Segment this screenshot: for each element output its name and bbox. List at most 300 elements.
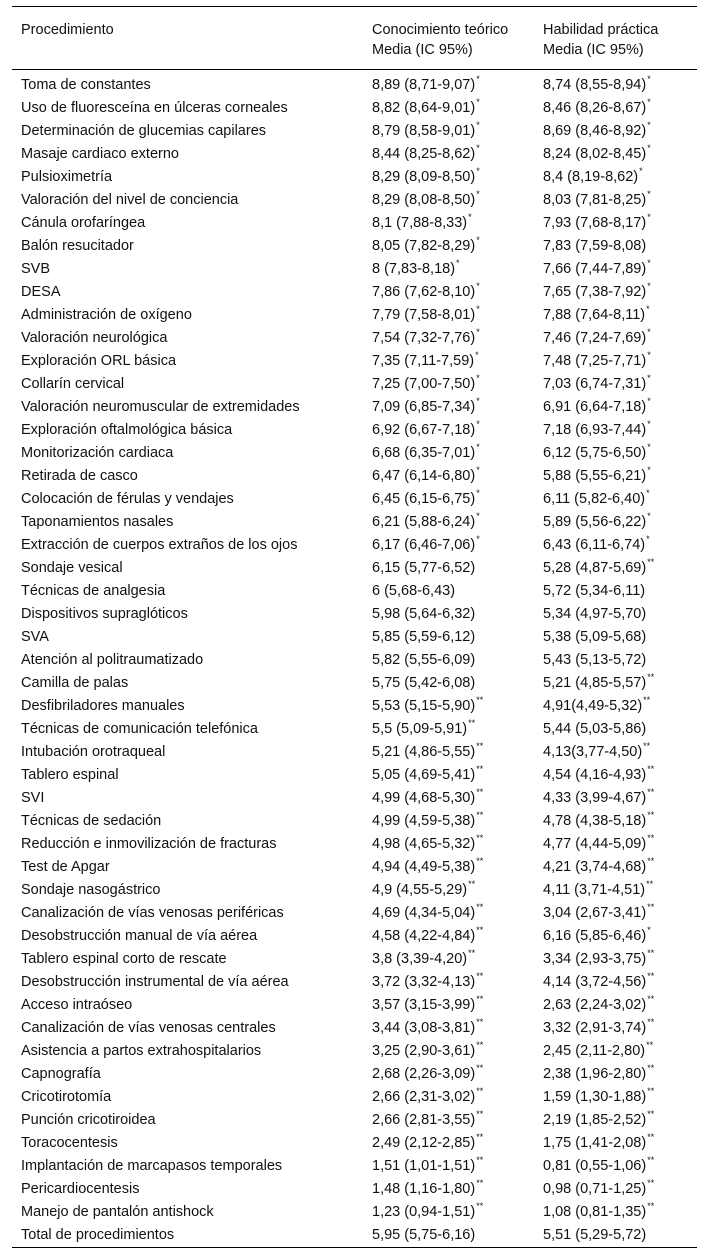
skill-significance-mark: ** — [643, 695, 651, 705]
table-row — [12, 511, 697, 534]
knowledge-cell — [372, 718, 543, 741]
table-row — [12, 1040, 697, 1063]
skill-value: 5,43 (5,13-5,72) — [543, 652, 647, 668]
knowledge-value: 4,98 (4,65-5,32) — [372, 836, 476, 852]
skill-significance-mark: ** — [646, 1040, 654, 1050]
knowledge-cell — [372, 1155, 543, 1178]
table-row — [12, 810, 697, 833]
knowledge-value: 8,29 (8,08-8,50) — [372, 192, 476, 208]
knowledge-significance-mark: ** — [476, 1155, 484, 1165]
knowledge-cell — [372, 1063, 543, 1086]
skill-significance-mark: * — [647, 925, 651, 935]
table-row — [12, 1178, 697, 1201]
knowledge-cell — [372, 143, 543, 166]
table-row — [12, 787, 697, 810]
table-row — [12, 1017, 697, 1040]
skill-value: 5,34 (4,97-5,70) — [543, 606, 647, 622]
skill-cell — [543, 70, 697, 98]
procedure-cell: Cricotirotomía — [21, 1089, 112, 1105]
table-row — [12, 143, 697, 166]
skill-value: 8,03 (7,81-8,25) — [543, 192, 647, 208]
skill-value: 6,12 (5,75-6,50) — [543, 445, 647, 461]
knowledge-cell — [372, 235, 543, 258]
skill-cell — [543, 1017, 697, 1040]
knowledge-cell — [372, 971, 543, 994]
knowledge-significance-mark: ** — [476, 1040, 484, 1050]
procedure-cell: Valoración del nivel de conciencia — [21, 192, 239, 208]
procedure-cell: Determinación de glucemias capilares — [21, 123, 267, 139]
skill-significance-mark: ** — [643, 741, 651, 751]
procedure-cell: Tablero espinal — [21, 767, 119, 783]
skill-significance-mark: ** — [647, 1017, 655, 1027]
knowledge-cell — [372, 603, 543, 626]
knowledge-cell — [372, 741, 543, 764]
skill-value: 1,59 (1,30-1,88) — [543, 1089, 647, 1105]
skill-cell — [543, 580, 697, 603]
skill-significance-mark: * — [647, 143, 651, 153]
header-skill-subtitle: Media (IC 95%) — [543, 42, 644, 58]
table-row — [12, 741, 697, 764]
header-knowledge-title: Conocimiento teórico — [372, 22, 509, 38]
skill-significance-mark: * — [647, 373, 651, 383]
skill-significance-mark: ** — [647, 672, 655, 682]
knowledge-significance-mark: * — [476, 143, 480, 153]
knowledge-cell — [372, 419, 543, 442]
knowledge-cell — [372, 396, 543, 419]
knowledge-significance-mark: * — [476, 488, 480, 498]
procedure-cell: Extracción de cuerpos extraños de los ojos — [21, 537, 298, 553]
skill-significance-mark: * — [647, 97, 651, 107]
skill-value: 5,44 (5,03-5,86) — [543, 721, 647, 737]
skill-cell — [543, 925, 697, 948]
skill-cell — [543, 787, 697, 810]
skill-value: 8,4 (8,19-8,62) — [543, 169, 639, 185]
table-row — [12, 580, 697, 603]
skill-significance-mark: * — [647, 74, 651, 84]
knowledge-significance-mark: * — [476, 327, 480, 337]
knowledge-cell — [372, 695, 543, 718]
knowledge-significance-mark: ** — [476, 994, 484, 1004]
skill-cell — [543, 718, 697, 741]
table-row — [12, 189, 697, 212]
procedure-cell: Sondaje nasogástrico — [21, 882, 161, 898]
skill-significance-mark: ** — [647, 994, 655, 1004]
skill-cell — [543, 902, 697, 925]
procedure-cell: Manejo de pantalón antishock — [21, 1204, 214, 1220]
knowledge-value: 5,75 (5,42-6,08) — [372, 675, 476, 691]
knowledge-value: 8,44 (8,25-8,62) — [372, 146, 476, 162]
procedure-cell: Exploración oftalmológica básica — [21, 422, 233, 438]
skill-value: 5,21 (4,85-5,57) — [543, 675, 647, 691]
skill-value: 7,88 (7,64-8,11) — [543, 307, 646, 323]
skill-cell — [543, 258, 697, 281]
skill-value: 8,74 (8,55-8,94) — [543, 77, 647, 93]
knowledge-significance-mark: ** — [476, 764, 484, 774]
procedure-cell: Camilla de palas — [21, 675, 129, 691]
skill-significance-mark: * — [647, 350, 651, 360]
skill-cell — [543, 626, 697, 649]
skill-value: 7,46 (7,24-7,69) — [543, 330, 647, 346]
procedure-cell: Implantación de marcapasos temporales — [21, 1158, 283, 1174]
knowledge-cell — [372, 281, 543, 304]
skill-cell — [543, 212, 697, 235]
skill-significance-mark: * — [647, 189, 651, 199]
procedure-cell: Uso de fluoresceína en úlceras corneales — [21, 100, 288, 116]
header-skill-title: Habilidad práctica — [543, 22, 659, 38]
knowledge-value: 7,79 (7,58-8,01) — [372, 307, 476, 323]
skill-value: 4,77 (4,44-5,09) — [543, 836, 647, 852]
skill-value: 3,04 (2,67-3,41) — [543, 905, 647, 921]
knowledge-cell — [372, 465, 543, 488]
skill-significance-mark: * — [647, 511, 651, 521]
knowledge-significance-mark: ** — [476, 971, 484, 981]
table-row — [12, 994, 697, 1017]
skill-significance-mark: * — [647, 442, 651, 452]
knowledge-significance-mark: ** — [476, 695, 484, 705]
procedure-cell: SVB — [21, 261, 51, 277]
skill-significance-mark: ** — [647, 810, 655, 820]
knowledge-significance-mark: ** — [468, 879, 476, 889]
knowledge-value: 8,29 (8,09-8,50) — [372, 169, 476, 185]
skill-value: 5,72 (5,34-6,11) — [543, 583, 646, 599]
table-row — [12, 419, 697, 442]
skill-value: 3,32 (2,91-3,74) — [543, 1020, 647, 1036]
knowledge-value: 3,57 (3,15-3,99) — [372, 997, 476, 1013]
skill-value: 7,83 (7,59-8,08) — [543, 238, 647, 254]
skill-cell — [543, 120, 697, 143]
skill-significance-mark: ** — [647, 1063, 655, 1073]
procedure-cell: Técnicas de comunicación telefónica — [21, 721, 258, 737]
knowledge-value: 2,66 (2,81-3,55) — [372, 1112, 476, 1128]
table-row — [12, 442, 697, 465]
skill-value: 6,43 (6,11-6,74) — [543, 537, 646, 553]
procedure-cell: Desobstrucción instrumental de vía aérea — [21, 974, 289, 990]
knowledge-value: 5,98 (5,64-6,32) — [372, 606, 476, 622]
table-row — [12, 626, 697, 649]
skill-cell — [543, 1224, 697, 1248]
knowledge-cell — [372, 327, 543, 350]
table-row — [12, 1201, 697, 1224]
procedure-cell: Balón resucitador — [21, 238, 134, 254]
knowledge-significance-mark: ** — [476, 1063, 484, 1073]
header-skill — [543, 7, 697, 70]
skill-significance-mark: ** — [647, 1201, 655, 1211]
skill-significance-mark: ** — [647, 1178, 655, 1188]
knowledge-value: 6,15 (5,77-6,52) — [372, 560, 476, 576]
skill-value: 4,13(3,77-4,50) — [543, 744, 643, 760]
skill-significance-mark: ** — [647, 1132, 655, 1142]
skill-cell — [543, 879, 697, 902]
header-row — [12, 7, 697, 70]
knowledge-value: 2,68 (2,26-3,09) — [372, 1066, 476, 1082]
procedure-cell: Valoración neurológica — [21, 330, 168, 346]
knowledge-significance-mark: ** — [476, 925, 484, 935]
skill-cell — [543, 189, 697, 212]
skill-cell — [543, 166, 697, 189]
skill-significance-mark: ** — [647, 764, 655, 774]
table-row — [12, 1063, 697, 1086]
skill-significance-mark: ** — [647, 1086, 655, 1096]
skill-significance-mark: ** — [646, 879, 654, 889]
knowledge-value: 6,68 (6,35-7,01) — [372, 445, 476, 461]
knowledge-cell — [372, 212, 543, 235]
knowledge-cell — [372, 258, 543, 281]
skill-significance-mark: * — [647, 258, 651, 268]
procedure-cell: Taponamientos nasales — [21, 514, 174, 530]
knowledge-cell — [372, 856, 543, 879]
skill-cell — [543, 465, 697, 488]
knowledge-significance-mark: * — [475, 350, 479, 360]
knowledge-value: 7,35 (7,11-7,59) — [372, 353, 475, 369]
skill-cell — [543, 833, 697, 856]
table-row — [12, 97, 697, 120]
skill-cell — [543, 764, 697, 787]
skill-value: 2,45 (2,11-2,80) — [543, 1043, 646, 1059]
knowledge-value: 2,49 (2,12-2,85) — [372, 1135, 476, 1151]
knowledge-significance-mark: * — [476, 166, 480, 176]
table-row — [12, 695, 697, 718]
knowledge-cell — [372, 1132, 543, 1155]
procedure-cell: Técnicas de analgesia — [21, 583, 166, 599]
table-row — [12, 396, 697, 419]
table-row — [12, 557, 697, 580]
skill-value: 5,51 (5,29-5,72) — [543, 1227, 647, 1243]
skill-significance-mark: * — [646, 304, 650, 314]
knowledge-value: 8 (7,83-8,18) — [372, 261, 456, 277]
header-procedure-label: Procedimiento — [21, 22, 114, 38]
skill-significance-mark: ** — [647, 833, 655, 843]
knowledge-value: 4,99 (4,68-5,30) — [372, 790, 476, 806]
skill-cell — [543, 1201, 697, 1224]
knowledge-significance-mark: ** — [476, 787, 484, 797]
skill-significance-mark: ** — [647, 856, 655, 866]
skill-value: 3,34 (2,93-3,75) — [543, 951, 647, 967]
skill-cell — [543, 419, 697, 442]
table-row — [12, 304, 697, 327]
knowledge-significance-mark: * — [456, 258, 460, 268]
knowledge-cell — [372, 1017, 543, 1040]
skill-cell — [543, 534, 697, 557]
table-row — [12, 488, 697, 511]
knowledge-value: 7,09 (6,85-7,34) — [372, 399, 476, 415]
table-row — [12, 350, 697, 373]
skill-value: 4,78 (4,38-5,18) — [543, 813, 647, 829]
procedure-cell: Atención al politraumatizado — [21, 652, 204, 668]
knowledge-cell — [372, 120, 543, 143]
skill-value: 7,18 (6,93-7,44) — [543, 422, 647, 438]
skill-significance-mark: ** — [647, 1109, 655, 1119]
knowledge-significance-mark: ** — [476, 1201, 484, 1211]
skill-value: 6,11 (5,82-6,40) — [543, 491, 646, 507]
skill-significance-mark: ** — [647, 902, 655, 912]
knowledge-significance-mark: ** — [468, 718, 476, 728]
procedure-cell: Retirada de casco — [21, 468, 138, 484]
knowledge-value: 4,94 (4,49-5,38) — [372, 859, 476, 875]
knowledge-significance-mark: ** — [476, 741, 484, 751]
knowledge-value: 3,25 (2,90-3,61) — [372, 1043, 476, 1059]
knowledge-significance-mark: ** — [476, 833, 484, 843]
skill-value: 4,54 (4,16-4,93) — [543, 767, 647, 783]
knowledge-value: 8,79 (8,58-9,01) — [372, 123, 476, 139]
skill-significance-mark: * — [647, 281, 651, 291]
knowledge-cell — [372, 304, 543, 327]
knowledge-value: 4,58 (4,22-4,84) — [372, 928, 476, 944]
knowledge-value: 6,21 (5,88-6,24) — [372, 514, 476, 530]
skill-significance-mark: ** — [647, 557, 655, 567]
knowledge-value: 6,45 (6,15-6,75) — [372, 491, 476, 507]
skill-cell — [543, 1086, 697, 1109]
knowledge-cell — [372, 925, 543, 948]
knowledge-value: 7,54 (7,32-7,76) — [372, 330, 476, 346]
skill-value: 4,91(4,49-5,32) — [543, 698, 643, 714]
table-row — [12, 1132, 697, 1155]
knowledge-significance-mark: * — [476, 396, 480, 406]
skill-value: 2,19 (1,85-2,52) — [543, 1112, 647, 1128]
skill-value: 7,65 (7,38-7,92) — [543, 284, 647, 300]
skill-value: 2,38 (1,96-2,80) — [543, 1066, 647, 1082]
table-row — [12, 534, 697, 557]
knowledge-value: 4,69 (4,34-5,04) — [372, 905, 476, 921]
knowledge-cell — [372, 626, 543, 649]
knowledge-cell — [372, 902, 543, 925]
procedure-cell: Masaje cardiaco externo — [21, 146, 179, 162]
procedure-cell: SVA — [21, 629, 49, 645]
knowledge-significance-mark: * — [476, 281, 480, 291]
skill-cell — [543, 373, 697, 396]
procedure-cell: Dispositivos supraglóticos — [21, 606, 188, 622]
knowledge-significance-mark: * — [476, 419, 480, 429]
table-row — [12, 212, 697, 235]
knowledge-value: 5,95 (5,75-6,16) — [372, 1227, 476, 1243]
procedure-cell: Pericardiocentesis — [21, 1181, 140, 1197]
knowledge-significance-mark: * — [476, 442, 480, 452]
knowledge-value: 5,53 (5,15-5,90) — [372, 698, 476, 714]
table-row — [12, 902, 697, 925]
skill-cell — [543, 327, 697, 350]
skill-significance-mark: * — [647, 419, 651, 429]
table-row — [12, 166, 697, 189]
table-row — [12, 672, 697, 695]
skill-value: 5,88 (5,55-6,21) — [543, 468, 647, 484]
knowledge-value: 1,48 (1,16-1,80) — [372, 1181, 476, 1197]
knowledge-value: 8,89 (8,71-9,07) — [372, 77, 476, 93]
table-row — [12, 1224, 697, 1248]
table-row — [12, 465, 697, 488]
knowledge-cell — [372, 833, 543, 856]
knowledge-value: 3,44 (3,08-3,81) — [372, 1020, 476, 1036]
knowledge-significance-mark: * — [476, 120, 480, 130]
skill-cell — [543, 304, 697, 327]
knowledge-significance-mark: ** — [468, 948, 476, 958]
table-row — [12, 1155, 697, 1178]
table-row — [12, 764, 697, 787]
knowledge-significance-mark: ** — [476, 1017, 484, 1027]
skill-value: 4,21 (3,74-4,68) — [543, 859, 647, 875]
table-row — [12, 235, 697, 258]
knowledge-cell — [372, 879, 543, 902]
skill-cell — [543, 1155, 697, 1178]
knowledge-cell — [372, 97, 543, 120]
knowledge-significance-mark: * — [476, 97, 480, 107]
procedure-cell: Administración de oxígeno — [21, 307, 192, 323]
skill-cell — [543, 235, 697, 258]
skill-cell — [543, 97, 697, 120]
knowledge-value: 7,86 (7,62-8,10) — [372, 284, 476, 300]
table-row — [12, 925, 697, 948]
procedure-cell: Canalización de vías venosas periféricas — [21, 905, 284, 921]
procedure-cell: Desfibriladores manuales — [21, 698, 185, 714]
knowledge-cell — [372, 1224, 543, 1248]
procedure-cell: Exploración ORL básica — [21, 353, 177, 369]
knowledge-significance-mark: * — [476, 74, 480, 84]
skill-value: 0,98 (0,71-1,25) — [543, 1181, 647, 1197]
knowledge-cell — [372, 534, 543, 557]
knowledge-cell — [372, 1086, 543, 1109]
skill-value: 6,16 (5,85-6,46) — [543, 928, 647, 944]
procedure-cell: Canalización de vías venosas centrales — [21, 1020, 276, 1036]
procedure-cell: Toma de constantes — [21, 77, 151, 93]
table-row — [12, 1086, 697, 1109]
procedure-cell: Test de Apgar — [21, 859, 110, 875]
procedure-cell: SVI — [21, 790, 45, 806]
procedure-cell: Punción cricotiroidea — [21, 1112, 156, 1128]
skill-cell — [543, 1040, 697, 1063]
knowledge-cell — [372, 580, 543, 603]
skill-cell — [543, 1063, 697, 1086]
table-row — [12, 856, 697, 879]
skill-cell — [543, 511, 697, 534]
knowledge-value: 8,1 (7,88-8,33) — [372, 215, 468, 231]
skill-cell — [543, 856, 697, 879]
skill-cell — [543, 396, 697, 419]
skill-value: 2,63 (2,24-3,02) — [543, 997, 647, 1013]
knowledge-cell — [372, 810, 543, 833]
skill-value: 5,28 (4,87-5,69) — [543, 560, 647, 576]
table-row — [12, 327, 697, 350]
knowledge-significance-mark: * — [476, 304, 480, 314]
skill-value: 7,03 (6,74-7,31) — [543, 376, 647, 392]
knowledge-value: 7,25 (7,00-7,50) — [372, 376, 476, 392]
knowledge-significance-mark: * — [476, 465, 480, 475]
skill-cell — [543, 1109, 697, 1132]
procedure-cell: Acceso intraóseo — [21, 997, 133, 1013]
knowledge-value: 5,82 (5,55-6,09) — [372, 652, 476, 668]
table-row — [12, 833, 697, 856]
header-procedure — [12, 7, 372, 70]
knowledge-cell — [372, 948, 543, 971]
knowledge-value: 1,51 (1,01-1,51) — [372, 1158, 476, 1174]
skill-cell — [543, 695, 697, 718]
knowledge-cell — [372, 1040, 543, 1063]
knowledge-value: 6 (5,68-6,43) — [372, 583, 456, 599]
procedure-cell: Sondaje vesical — [21, 560, 123, 576]
header-knowledge-subtitle: Media (IC 95%) — [372, 42, 473, 58]
knowledge-significance-mark: ** — [476, 810, 484, 820]
knowledge-significance-mark: ** — [476, 1086, 484, 1096]
knowledge-value: 8,05 (7,82-8,29) — [372, 238, 476, 254]
skill-significance-mark: ** — [647, 948, 655, 958]
skill-cell — [543, 488, 697, 511]
skill-value: 7,48 (7,25-7,71) — [543, 353, 647, 369]
knowledge-value: 2,66 (2,31-3,02) — [372, 1089, 476, 1105]
table-row — [12, 281, 697, 304]
skill-value: 8,24 (8,02-8,45) — [543, 146, 647, 162]
knowledge-value: 4,99 (4,59-5,38) — [372, 813, 476, 829]
skill-cell — [543, 741, 697, 764]
procedure-cell: Desobstrucción manual de vía aérea — [21, 928, 258, 944]
skill-value: 0,81 (0,55-1,06) — [543, 1158, 647, 1174]
skill-value: 8,69 (8,46-8,92) — [543, 123, 647, 139]
